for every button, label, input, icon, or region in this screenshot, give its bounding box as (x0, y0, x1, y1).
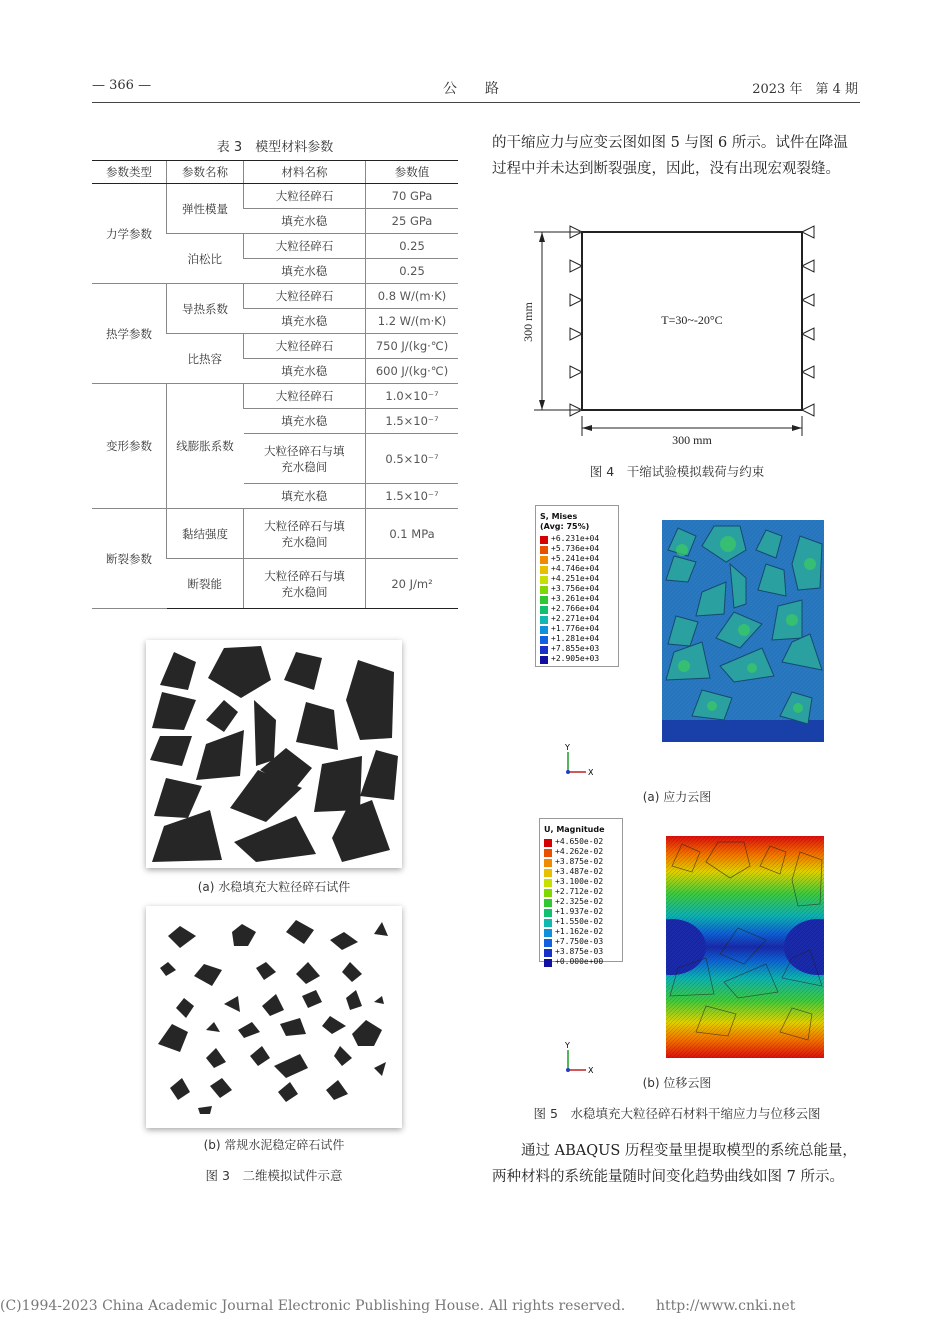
table-row (92, 509, 458, 559)
legend-swatch (544, 909, 552, 917)
legend-swatch (540, 536, 548, 544)
material-cell: 填充水稳 (244, 409, 366, 434)
aggregate-shapes-b (146, 906, 402, 1128)
legend-value: +1.776e+04 (551, 624, 600, 633)
material-cell: 填充水稳 (244, 359, 366, 384)
param-elastic: 弹性模量 (167, 184, 244, 234)
cnki-url[interactable]: http://www.cnki.net (656, 1298, 796, 1314)
legend-swatch (540, 556, 548, 564)
material-cell: 大粒径碎石与填充水稳间 (244, 509, 366, 559)
legend-swatch (540, 626, 548, 634)
value-cell: 0.25 (366, 259, 459, 284)
value-cell: 600 J/(kg·℃) (366, 359, 459, 384)
legend-swatch (540, 606, 548, 614)
col-header: 参数名称 (167, 161, 244, 184)
fig3-sub-a: (a) 水稳填充大粒径碎石试件 (197, 880, 351, 894)
material-cell: 大粒径碎石与填充水稳间 (244, 434, 366, 484)
displacement-contour-plot (666, 836, 824, 1058)
legend-value: +2.712e-02 (555, 887, 604, 896)
axis-x-label: X (588, 1066, 594, 1075)
paragraph-2: 通过 ABAQUS 历程变量里提取模型的系统总能量，两种材料的系统能量随时间变化趋势曲线如图 7 所示。 (492, 1143, 857, 1185)
page-number: — 366 — (92, 78, 152, 93)
value-cell: 25 GPa (366, 209, 459, 234)
value-cell: 1.0×10⁻⁷ (366, 384, 459, 409)
value-cell: 0.1 MPa (366, 509, 459, 559)
stress-contour-image (662, 520, 824, 742)
param-fracture-energy: 断裂能 (167, 559, 244, 609)
legend-swatch (544, 869, 552, 877)
legend-value: +3.756e+04 (551, 584, 600, 593)
fig5-sub-b: (b) 位移云图 (642, 1076, 712, 1090)
legend-swatch (540, 576, 548, 584)
value-cell: 1.5×10⁻⁷ (366, 409, 459, 434)
legend-value: +5.736e+04 (551, 544, 600, 553)
axis-y-label: Y (565, 1041, 570, 1050)
table-row (92, 384, 458, 409)
material-cell: 大粒径碎石 (244, 284, 366, 309)
height-dimension-label: 300 mm (521, 302, 535, 342)
legend-value: +1.162e-02 (555, 927, 604, 936)
legend-swatch (540, 616, 548, 624)
value-cell: 20 J/m² (366, 559, 459, 609)
value-cell: 0.5×10⁻⁷ (366, 434, 459, 484)
material-cell: 填充水稳 (244, 209, 366, 234)
legend-swatch (540, 656, 548, 664)
paragraph-1: 的干缩应力与应变云图如图 5 与图 6 所示。试件在降温过程中并未达到断裂强度，因此，没有出现宏观裂缝。 (492, 135, 848, 177)
axis-y-label: Y (565, 743, 570, 752)
table-row (92, 284, 458, 309)
load-constraint-diagram (520, 222, 830, 452)
legend-swatch (544, 919, 552, 927)
material-parameter-table (92, 160, 458, 609)
fig3-caption: 图 3 二维模拟试件示意 (205, 1168, 343, 1183)
legend-swatch (544, 839, 552, 847)
legend-value: +3.875e-02 (555, 857, 604, 866)
legend-value: +1.281e+04 (551, 634, 600, 643)
stress-legend (535, 505, 619, 667)
stress-axis-triad (560, 742, 600, 786)
table-title: 表 3 模型材料参数 (216, 140, 334, 155)
displacement-legend-title: U, Magnitude (544, 825, 605, 834)
legend-swatch (544, 929, 552, 937)
journal-issue: 2023 年 第 4 期 (752, 82, 858, 97)
legend-swatch (540, 636, 548, 644)
legend-swatch (544, 889, 552, 897)
displacement-legend (539, 818, 623, 966)
legend-value: +2.905e+03 (551, 654, 600, 663)
legend-swatch (540, 586, 548, 594)
value-cell: 1.5×10⁻⁷ (366, 484, 459, 509)
legend-value: +2.325e-02 (555, 897, 604, 906)
legend-swatch (544, 949, 552, 957)
legend-value: +4.650e-02 (555, 837, 604, 846)
legend-value: +1.937e-02 (555, 907, 604, 916)
value-cell: 0.25 (366, 234, 459, 259)
legend-value: +1.550e-02 (555, 917, 604, 926)
legend-value: +4.746e+04 (551, 564, 600, 573)
temperature-label: T=30~-20°C (661, 313, 723, 327)
journal-name: 公 路 (443, 81, 499, 97)
material-cell: 大粒径碎石 (244, 334, 366, 359)
material-cell: 大粒径碎石 (244, 234, 366, 259)
param-specific-heat: 比热容 (167, 334, 244, 384)
fig5-caption: 图 5 水稳填充大粒径碎石材料干缩应力与位移云图 (533, 1106, 821, 1121)
param-conductivity: 导热系数 (167, 284, 244, 334)
legend-swatch (544, 849, 552, 857)
legend-value: +2.271e+04 (551, 614, 600, 623)
legend-value: +7.855e+03 (551, 644, 600, 653)
value-cell: 0.8 W/(m·K) (366, 284, 459, 309)
group-deform: 变形参数 (92, 384, 167, 509)
group-mech: 力学参数 (92, 184, 167, 284)
stress-contour-plot (662, 520, 824, 742)
legend-value: +3.875e-03 (555, 947, 604, 956)
material-cell: 填充水稳 (244, 484, 366, 509)
copyright-notice: (C)1994-2023 China Academic Journal Electronic Publishing House. All rights reserved. (0, 1298, 626, 1314)
material-cell: 填充水稳 (244, 309, 366, 334)
legend-value: +0.000e+00 (555, 957, 604, 966)
material-cell: 填充水稳 (244, 259, 366, 284)
table-row (92, 184, 458, 209)
value-cell: 750 J/(kg·℃) (366, 334, 459, 359)
material-cell: 大粒径碎石与填充水稳间 (244, 559, 366, 609)
legend-value: +3.487e-02 (555, 867, 604, 876)
legend-swatch (544, 879, 552, 887)
legend-swatch (540, 546, 548, 554)
fig5-sub-a: (a) 应力云图 (642, 790, 712, 804)
legend-value: +6.231e+04 (551, 534, 600, 543)
displacement-contour-image (666, 836, 824, 1058)
aggregate-shapes-a (146, 640, 402, 868)
legend-value: +3.100e-02 (555, 877, 604, 886)
stress-legend-subtitle: (Avg: 75%) (540, 522, 590, 531)
legend-value: +4.262e-02 (555, 847, 604, 856)
legend-value: +2.766e+04 (551, 604, 600, 613)
legend-swatch (540, 566, 548, 574)
fig4-caption: 图 4 干缩试验模拟载荷与约束 (589, 464, 765, 479)
param-poisson: 泊松比 (167, 234, 244, 284)
legend-value: +7.750e-03 (555, 937, 604, 946)
param-expansion: 线膨胀系数 (167, 384, 244, 509)
table-header-row (92, 161, 458, 184)
group-thermal: 热学参数 (92, 284, 167, 384)
legend-swatch (540, 596, 548, 604)
material-cell: 大粒径碎石 (244, 184, 366, 209)
header-rule (92, 102, 860, 103)
legend-swatch (544, 939, 552, 947)
fig3-sub-b: (b) 常规水泥稳定碎石试件 (203, 1138, 345, 1152)
axis-x-label: X (588, 768, 594, 777)
width-dimension-label: 300 mm (672, 433, 712, 447)
specimen-coarse-aggregate (146, 640, 402, 868)
stress-legend-title: S, Mises (540, 512, 578, 521)
legend-swatch (540, 646, 548, 654)
legend-value: +5.241e+04 (551, 554, 600, 563)
value-cell: 70 GPa (366, 184, 459, 209)
axis-triad-icon (560, 742, 600, 782)
param-bond: 黏结强度 (167, 509, 244, 559)
group-fracture: 断裂参数 (92, 509, 167, 609)
legend-swatch (544, 959, 552, 967)
specimen-conventional (146, 906, 402, 1128)
col-header: 材料名称 (244, 161, 366, 184)
material-cell: 大粒径碎石 (244, 384, 366, 409)
legend-swatch (544, 899, 552, 907)
legend-value: +4.251e+04 (551, 574, 600, 583)
legend-swatch (544, 859, 552, 867)
col-header: 参数类型 (92, 161, 167, 184)
value-cell: 1.2 W/(m·K) (366, 309, 459, 334)
col-header: 参数值 (366, 161, 459, 184)
legend-value: +3.261e+04 (551, 594, 600, 603)
